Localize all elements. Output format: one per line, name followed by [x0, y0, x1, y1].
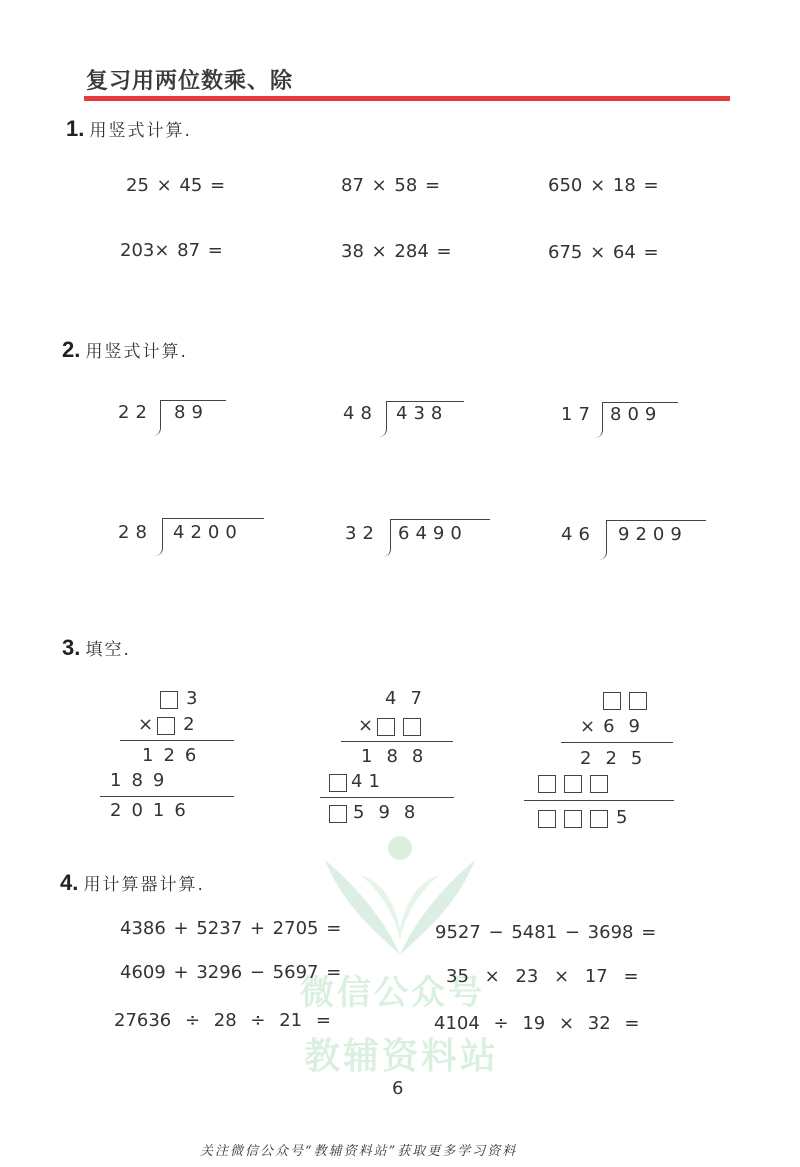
divisor: 46 — [561, 524, 596, 545]
multiplication-puzzle-1-top — [160, 688, 207, 709]
page-title: 复习用两位数乘、除 — [86, 69, 294, 94]
times-sign: × — [138, 714, 158, 735]
section-number: 3. — [62, 635, 81, 660]
division-bracket — [154, 518, 163, 556]
blank-box[interactable] — [329, 774, 347, 792]
blank-box[interactable] — [603, 692, 621, 710]
dividend: 438 — [396, 403, 449, 424]
multiplication-puzzle-1-multiplier — [138, 714, 205, 735]
division-bar — [602, 402, 678, 403]
digit: 41 — [351, 771, 386, 792]
divisor: 28 — [118, 522, 153, 543]
division-bar — [390, 519, 490, 520]
times-sign: × — [580, 716, 604, 737]
blank-box[interactable] — [564, 775, 582, 793]
section-number: 1. — [66, 116, 85, 141]
dividend: 9209 — [618, 524, 688, 545]
expression: 87 × 58 = — [341, 175, 441, 196]
blank-box[interactable] — [564, 810, 582, 828]
blank-box[interactable] — [538, 775, 556, 793]
divisor: 17 — [561, 404, 596, 425]
expression: 35 × 23 × 17 = — [446, 966, 639, 987]
digit: 5 — [616, 807, 638, 828]
product-result: 2016 — [110, 800, 196, 821]
sum-rule — [320, 797, 454, 798]
product-result-row — [538, 807, 637, 828]
multiplication-puzzle-3-top — [603, 690, 647, 710]
expression: 27636 ÷ 28 ÷ 21 = — [114, 1010, 331, 1031]
product-rule — [561, 742, 673, 743]
partial-product: 188 — [361, 746, 438, 767]
dividend: 809 — [610, 404, 663, 425]
section-2-header — [62, 337, 188, 363]
section-1-header — [66, 116, 192, 142]
section-4-header — [60, 870, 205, 896]
blank-box[interactable] — [590, 775, 608, 793]
blank-box[interactable] — [157, 717, 175, 735]
section-label: 填空. — [85, 640, 131, 660]
dividend: 89 — [174, 402, 209, 423]
division-bracket — [598, 520, 607, 560]
division-bar — [386, 401, 464, 402]
division-bar — [160, 400, 226, 401]
expression: 4609 + 3296 − 5697 = — [120, 962, 342, 983]
page-number: 6 — [392, 1078, 404, 1099]
partial-product: 225 — [580, 748, 657, 769]
dividend: 4200 — [173, 522, 243, 543]
blank-box[interactable] — [538, 810, 556, 828]
multiplication-puzzle-3-multiplier — [580, 716, 654, 737]
section-label: 用计算器计算. — [83, 875, 205, 895]
division-bar — [162, 518, 264, 519]
divisor: 22 — [118, 402, 153, 423]
multiplicand: 47 — [385, 688, 436, 709]
section-label: 用竖式计算. — [85, 342, 188, 362]
expression: 25 × 45 = — [126, 175, 226, 196]
expression: 4386 + 5237 + 2705 = — [120, 918, 342, 939]
expression: 9527 − 5481 − 3698 = — [435, 922, 657, 943]
expression: 675 × 64 = — [548, 242, 659, 263]
expression: 38 × 284 = — [341, 241, 452, 262]
blank-box[interactable] — [329, 805, 347, 823]
partial-product-row — [329, 771, 386, 792]
division-bar — [606, 520, 706, 521]
division-bracket — [382, 519, 391, 557]
sum-rule — [524, 800, 674, 801]
product-rule — [120, 740, 234, 741]
expression: 4104 ÷ 19 × 32 = — [434, 1013, 640, 1034]
digit: 3 — [186, 688, 208, 709]
division-bracket — [378, 401, 387, 437]
section-number: 2. — [62, 337, 81, 362]
multiplication-puzzle-2-multiplier — [358, 715, 421, 736]
blank-box[interactable] — [160, 691, 178, 709]
watermark-text: 教辅资料站 — [304, 1036, 500, 1077]
blank-box[interactable] — [590, 810, 608, 828]
digit: 69 — [603, 716, 654, 737]
sum-rule — [100, 796, 234, 797]
dividend: 6490 — [398, 523, 468, 544]
division-bracket — [594, 402, 603, 438]
section-number: 4. — [60, 870, 79, 895]
blank-box[interactable] — [629, 692, 647, 710]
product-result-row — [329, 802, 429, 823]
partial-product-row — [538, 773, 608, 793]
watermark-text: 微信公众号 — [300, 973, 485, 1013]
times-sign: × — [358, 715, 378, 736]
title-underline — [84, 96, 730, 101]
expression: 203× 87 = — [120, 240, 223, 261]
divisor: 48 — [343, 403, 378, 424]
product-rule — [341, 741, 453, 742]
partial-product: 126 — [142, 745, 207, 766]
blank-box[interactable] — [403, 718, 421, 736]
section-label: 用竖式计算. — [89, 121, 192, 141]
digit: 598 — [353, 802, 430, 823]
digit: 2 — [183, 714, 205, 735]
blank-box[interactable] — [377, 718, 395, 736]
divisor: 32 — [345, 523, 380, 544]
section-3-header — [62, 635, 131, 661]
division-bracket — [152, 400, 161, 436]
expression: 650 × 18 = — [548, 175, 659, 196]
footer-note: 关注微信公众号“教辅资料站”获取更多学习资料 — [200, 1144, 518, 1159]
partial-product: 189 — [110, 770, 175, 791]
